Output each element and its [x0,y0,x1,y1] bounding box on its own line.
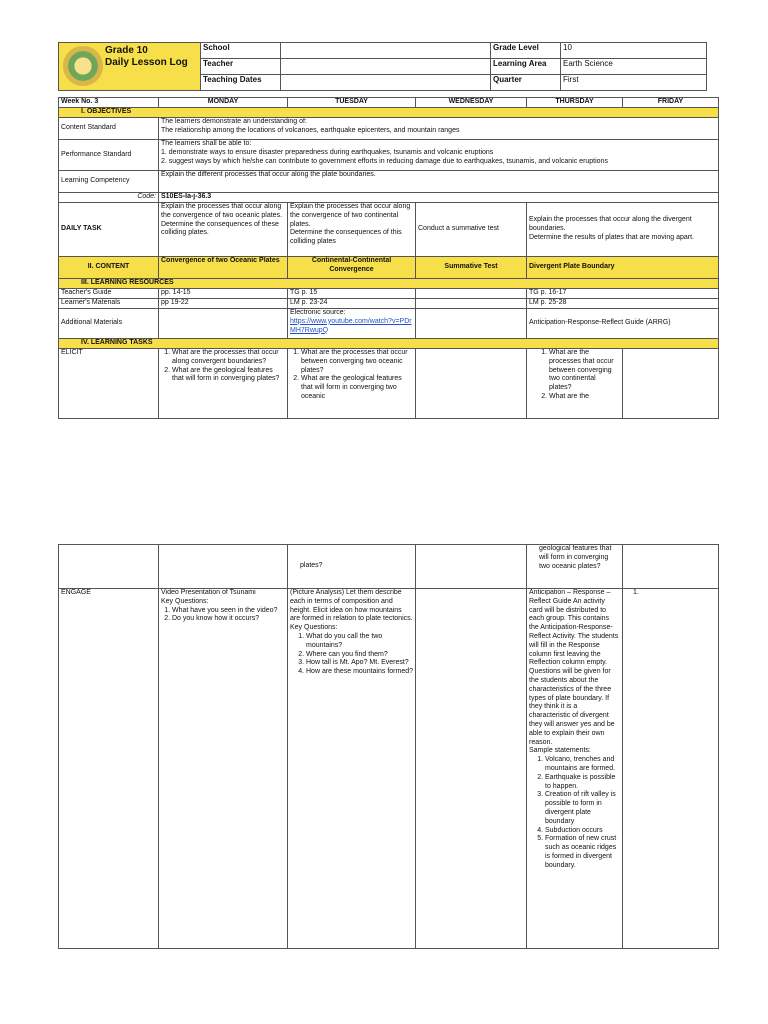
grade-level-value: 10 [561,43,707,59]
lesson-log-continuation-table [58,544,719,949]
additional-materials-tuesday: Electronic source: https://www.youtube.com/watch?v=PDrMH7RwupQ [288,309,416,339]
elicit-tuesday [288,349,416,419]
list-item: 2. Do you know how it occurs? [172,615,285,624]
elicit-thursday [527,349,623,419]
content-heading: II. CONTENT [59,257,159,279]
learning-resources-heading: III. LEARNING RESOURCES [59,279,719,289]
teacher-label: Teacher [201,59,281,75]
daily-task-wednesday: Conduct a summative test [416,203,527,257]
learners-materials-label: Learner's Materials [59,299,159,309]
content-standard-label: Content Standard [59,118,159,140]
learners-materials-tuesday: LM p. 23-24 [288,299,416,309]
code-label: Code: [59,193,159,203]
list-item: 2. What are the [549,393,620,402]
content-tuesday: Continental-Continental Convergence [288,257,416,279]
daily-task-monday: Explain the processes that occur along the convergence of two oceanic plates. Determine the consequences of these colliding plates. [159,203,288,257]
daily-task-tuesday: Explain the processes that occur along the convergence of two continental plates. Determine the consequences of this colliding plates [288,203,416,257]
teachers-guide-thursday: TG p. 16-17 [527,289,719,299]
quarter-value: First [561,75,707,91]
objectives-heading: I. OBJECTIVES [59,108,719,118]
header-table [58,42,707,91]
teachers-guide-label: Teacher's Guide [59,289,159,299]
learners-materials-thursday: LM p. 25-28 [527,299,719,309]
elicit-thursday-cont: geological features that will form in converging two oceanic plates? [527,545,623,589]
learning-area-value: Earth Science [561,59,707,75]
content-standard-text: The learners demonstrate an understanding of: The relationship among the locations of volcanoes, earthquake epicenters, and mountain ranges [159,118,719,140]
school-seal-icon [63,46,103,86]
list-item: 1. What have you seen in the video? [172,607,285,616]
youtube-link[interactable]: https://www.youtube.com/watch?v=PDrMH7RwupQ [290,317,412,334]
day-monday: MONDAY [159,98,288,108]
elicit-tuesday-cont: plates? [288,545,416,589]
learning-area-label: Learning Area [491,59,561,75]
log-title: Daily Lesson Log [105,57,188,68]
learning-competency-text: Explain the different processes that occur along the plate boundaries. [159,171,719,193]
engage-label: ENGAGE [59,589,159,949]
school-value [281,43,491,59]
list-item: 1. What are the processes that occur along convergent boundaries? [172,349,285,367]
list-item: 3. How tall is Mt. Apo? Mt. Everest? [306,659,413,668]
additional-materials-thursday: Anticipation-Response-Reflect Guide (ARRG) [527,309,719,339]
quarter-label: Quarter [491,75,561,91]
learning-tasks-heading: IV. LEARNING TASKS [59,339,719,349]
list-item: 1. Volcano, trenches and mountains are formed. [545,756,620,774]
elicit-monday [159,349,288,419]
grade-level-label: Grade Level [491,43,561,59]
teachers-guide-monday: pp. 14-15 [159,289,288,299]
daily-task-thursday: Explain the processes that occur along the divergent boundaries. Determine the results of plates that are moving apart. [527,203,719,257]
learning-competency-label: Learning Competency [59,171,159,193]
teaching-dates-label: Teaching Dates [201,75,281,91]
content-wednesday: Summative Test [416,257,527,279]
performance-standard-label: Performance Standard [59,140,159,171]
week-number: Week No. 3 [59,98,159,108]
list-item: 4. How are these mountains formed? [306,668,413,677]
performance-standard-text: The learners shall be able to: 1. demonstrate ways to ensure disaster preparedness during earthquakes, tsunamis and volcanic eruptions 2. suggest ways by which he/she can contribute to government efforts in reducing damage due to earthquakes, tsunamis, and volcanic eruptions [159,140,719,171]
list-item: 3. Creation of rift valley is possible to form in divergent plate boundary [545,791,620,826]
list-item: 2. What are the geological features that will form in converging plates? [172,367,285,385]
elicit-label: ELICIT [59,349,159,419]
list-item: 2. Where can you find them? [306,651,413,660]
list-item: 5. Formation of new crust such as oceanic ridges is formed in divergent boundary. [545,835,620,870]
grade-title: Grade 10 [105,45,148,56]
day-thursday: THURSDAY [527,98,623,108]
additional-materials-label: Additional Materials [59,309,159,339]
code-value: S10ES-Ia-j-36.3 [159,193,719,203]
engage-tuesday: (Picture Analysis) Let them describe each in terms of composition and height. Elicit idea on how mountains are formed in relation to plate tectonics. Key Questions: 1. What do you call the two mountains? 2. Where can you find them? 3. How tall is Mt. Apo? Mt. Everest? 4. How are these mountains formed? [288,589,416,949]
list-item: 4. Subduction occurs [545,827,620,836]
day-tuesday: TUESDAY [288,98,416,108]
list-item: 1. What are the processes that occur between converging two oceanic plates? [301,349,413,375]
lesson-log-table [58,97,719,419]
daily-task-label: DAILY TASK [59,203,159,257]
day-friday: FRIDAY [623,98,719,108]
school-label: School [201,43,281,59]
school-seal-cell [59,43,201,91]
teaching-dates-value [281,75,491,91]
list-item: 1. What do you call the two mountains? [306,633,413,651]
teacher-value [281,59,491,75]
learners-materials-monday: pp 19-22 [159,299,288,309]
list-item: 1. What are the processes that occur between converging two continental plates? [549,349,620,393]
content-thursday: Divergent Plate Boundary [527,257,719,279]
list-item: 2. Earthquake is possible to happen. [545,774,620,792]
content-monday: Convergence of two Oceanic Plates [159,257,288,279]
day-wednesday: WEDNESDAY [416,98,527,108]
teachers-guide-tuesday: TG p. 15 [288,289,416,299]
engage-friday: 1. [623,589,719,949]
engage-thursday: Anticipation – Response – Reflect Guide An activity card will be distributed to each group. This contains the Anticipation-Response-Reflect Activity. The students will fill in the Response column first leaving the Reflection column empty. Questions will be given for the students about the characteristics of the three types of plate boundary. If they think it is a characteristic of divergent they will answer yes and be able to explain their own reason. Sample statements: 1. Volcano, trenches and mountains are formed. 2. Earthquake is possible to happen. 3. Creation of rift valley is possible to form in divergent plate boundary 4. Subduction occurs 5. Formation of new crust such as oceanic ridges is formed in divergent boundary. [527,589,623,949]
list-item: 2. What are the geological features that will form in converging two oceanic [301,375,413,401]
engage-monday: Video Presentation of Tsunami Key Questions: 1. What have you seen in the video? 2. Do you know how it occurs? [159,589,288,949]
